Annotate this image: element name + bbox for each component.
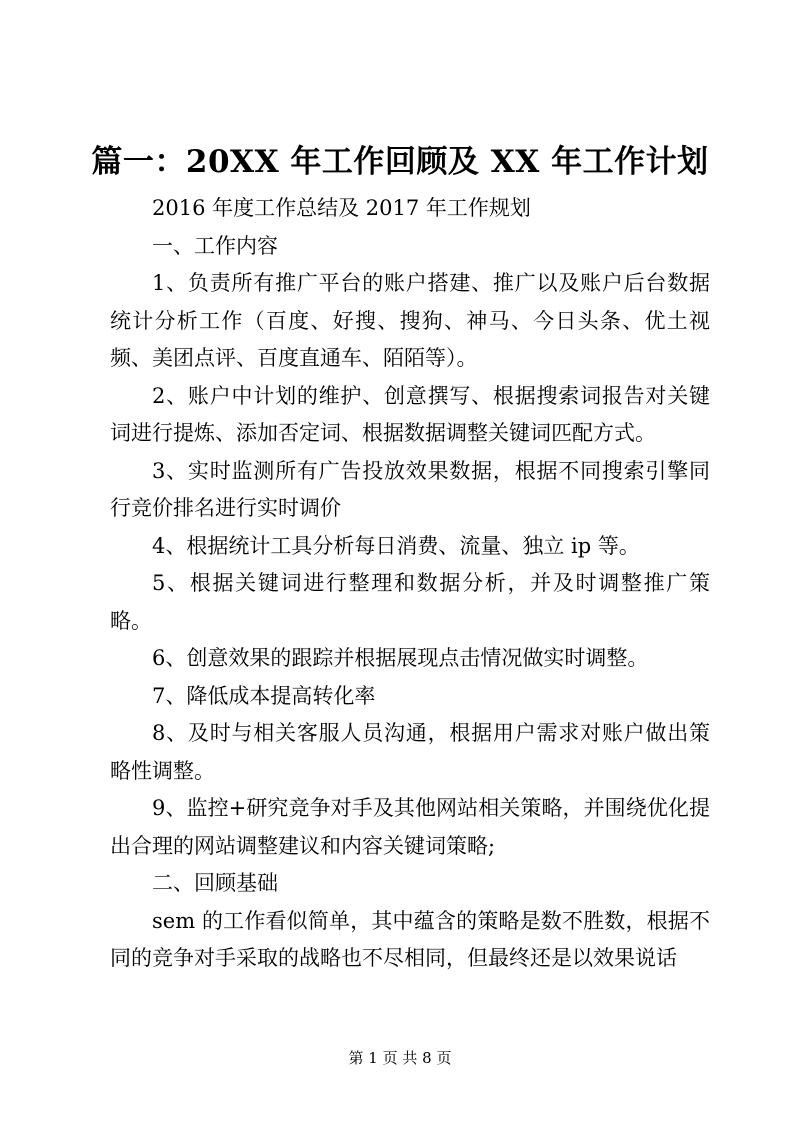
paragraph-item-2: 2、账户中计划的维护、创意撰写、根据搜索词报告对关键词进行提炼、添加否定词、根据数据调整关键词匹配方式。	[110, 383, 710, 445]
subtitle-line: 2016 年度工作总结及 2017 年工作规划	[152, 196, 531, 220]
paragraph-item-7: 7、降低成本提高转化率	[152, 683, 376, 708]
paragraph-item-1: 1、负责所有推广平台的账户搭建、推广以及账户后台数据统计分析工作（百度、好搜、搜狗、神马、今日头条、优土视频、美团点评、百度直通车、陌陌等）。	[110, 271, 710, 370]
page-footer: 第 1 页 共 8 页	[348, 1049, 452, 1067]
section-heading-review-basis: 二、回顾基础	[152, 871, 278, 895]
paragraph-item-5: 5、根据关键词进行整理和数据分析，并及时调整推广策略。	[110, 571, 710, 633]
document-title: 篇一：20XX 年工作回顾及 XX 年工作计划	[91, 144, 709, 180]
paragraph-item-6: 6、创意效果的跟踪并根据展现点击情况做实时调整。	[152, 646, 649, 670]
paragraph-item-3: 3、实时监测所有广告投放效果数据，根据不同搜索引擎同行竞价排名进行实时调价	[110, 458, 710, 520]
paragraph-sem-review: sem 的工作看似简单，其中蕴含的策略是数不胜数，根据不同的竞争对手采取的战略也不尽相同，但最终还是以效果说话	[110, 908, 710, 970]
paragraph-item-8: 8、及时与相关客服人员沟通，根据用户需求对账户做出策略性调整。	[110, 721, 710, 783]
paragraph-item-4: 4、根据统计工具分析每日消费、流量、独立 ip 等。	[152, 533, 640, 558]
section-heading-work-content: 一、工作内容	[152, 233, 278, 258]
document-body	[110, 190, 710, 978]
paragraph-item-9: 9、监控+研究竞争对手及其他网站相关策略，并围绕优化提出合理的网站调整建议和内容关键词策略;	[110, 796, 710, 858]
